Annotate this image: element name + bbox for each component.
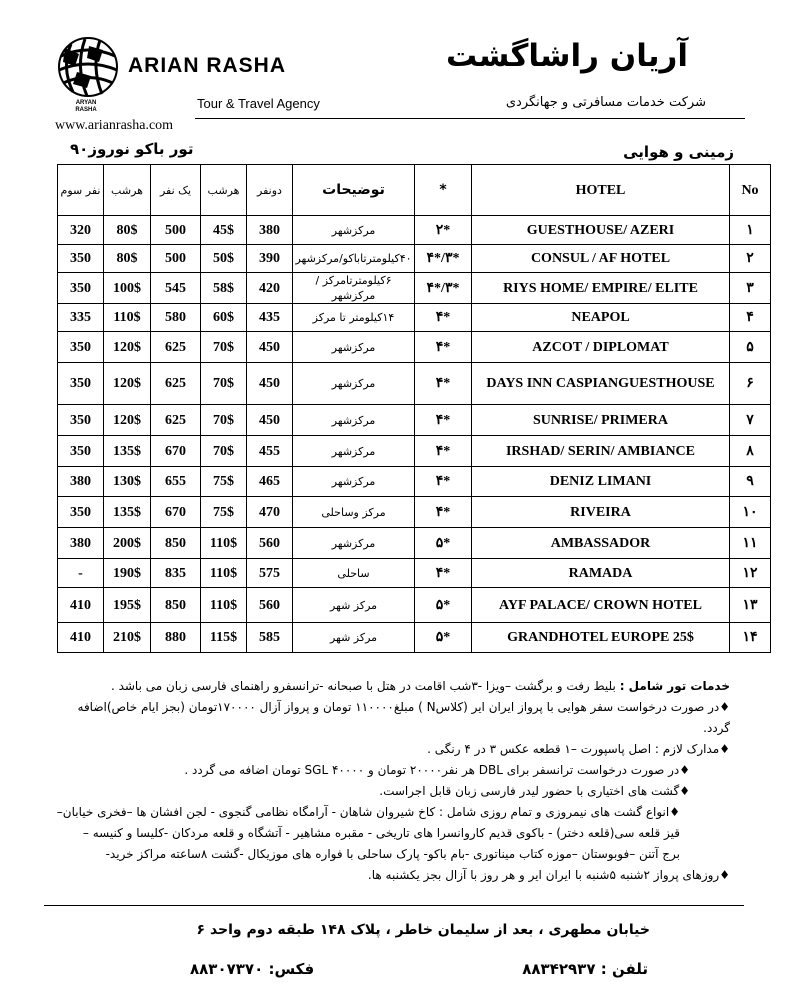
cell-extra-night-single: 80$ <box>104 245 151 273</box>
cell-stars: ۲* <box>415 216 472 245</box>
cell-extra-night-double: 75$ <box>201 497 247 528</box>
cell-double: 450 <box>247 363 293 405</box>
cell-number: ۸ <box>730 436 771 467</box>
cell-extra-night-double: 70$ <box>201 363 247 405</box>
tour-title: تور باکو نوروز۹۰ <box>70 140 194 158</box>
cell-stars: ۴* <box>415 467 472 497</box>
cell-stars: ۴*/۳* <box>415 273 472 304</box>
header-hotel: HOTEL <box>472 165 730 216</box>
cell-double: 560 <box>247 528 293 559</box>
header-double: دونفر <box>247 165 293 216</box>
header-extra-night-single: هرشب <box>104 165 151 216</box>
cell-third-person: 350 <box>58 273 104 304</box>
cell-extra-night-double: 70$ <box>201 332 247 363</box>
cell-double: 575 <box>247 559 293 588</box>
cell-description: مرکز شهر <box>293 623 415 653</box>
cell-double: 380 <box>247 216 293 245</box>
cell-hotel: GUESTHOUSE/ AZERI <box>472 216 730 245</box>
agency-tagline: Tour & Travel Agency <box>197 96 320 111</box>
cell-hotel: GRANDHOTEL EUROPE 25$ <box>472 623 730 653</box>
cell-extra-night-single: 135$ <box>104 436 151 467</box>
services-line: ♦در صورت درخواست ترانسفر برای DBL هر نفر۲۰۰۰۰ تومان و SGL ۴۰۰۰۰ تومان اضافه می گردد . <box>184 763 690 777</box>
cell-extra-night-single: 200$ <box>104 528 151 559</box>
cell-number: ۱ <box>730 216 771 245</box>
cell-stars: ۴* <box>415 559 472 588</box>
cell-extra-night-double: 60$ <box>201 304 247 332</box>
tour-type: زمینی و هوایی <box>623 143 734 161</box>
phone-number: تلفن : ۸۸۳۴۲۹۳۷ <box>522 960 648 978</box>
cell-number: ۳ <box>730 273 771 304</box>
cell-stars: ۴* <box>415 363 472 405</box>
cell-double: 435 <box>247 304 293 332</box>
cell-stars: ۵* <box>415 623 472 653</box>
cell-third-person: 410 <box>58 623 104 653</box>
cell-extra-night-double: 75$ <box>201 467 247 497</box>
cell-extra-night-double: 115$ <box>201 623 247 653</box>
cell-number: ۷ <box>730 405 771 436</box>
cell-hotel: IRSHAD/ SERIN/ AMBIANCE <box>472 436 730 467</box>
cell-number: ۲ <box>730 245 771 273</box>
table-row <box>58 363 771 405</box>
cell-extra-night-single: 190$ <box>104 559 151 588</box>
table-row <box>58 497 771 528</box>
cell-third-person: 335 <box>58 304 104 332</box>
services-line: برج آتنن –فوبوستان –موزه کتاب میناتوری -بام باکو- پارک ساحلی با فواره های موزیکال -گشت ۸ساعته مراکز خرید- <box>105 847 680 861</box>
header-single: یک نفر <box>151 165 201 216</box>
cell-third-person: 380 <box>58 467 104 497</box>
cell-single: 880 <box>151 623 201 653</box>
services-line: خدمات تور شامل : بلیط رفت و برگشت –ویزا -۳شب اقامت در هتل با صبحانه -ترانسفرو راهنمای فارسی زبان می باشد . <box>110 679 730 693</box>
table-row <box>58 436 771 467</box>
table-row <box>58 623 771 653</box>
table-row <box>58 273 771 304</box>
cell-description: مرکزشهر <box>293 405 415 436</box>
cell-third-person: - <box>58 559 104 588</box>
cell-number: ۱۳ <box>730 588 771 623</box>
cell-extra-night-single: 135$ <box>104 497 151 528</box>
cell-description: ۱۴کیلومتر تا مرکز <box>293 304 415 332</box>
cell-hotel: AMBASSADOR <box>472 528 730 559</box>
cell-number: ۶ <box>730 363 771 405</box>
cell-third-person: 350 <box>58 497 104 528</box>
cell-description: مرکزشهر <box>293 528 415 559</box>
services-line: ♦گشت های اختیاری با حضور لیدر فارسی زبان قابل اجراست. <box>379 784 690 798</box>
cell-extra-night-single: 195$ <box>104 588 151 623</box>
cell-double: 455 <box>247 436 293 467</box>
cell-double: 450 <box>247 332 293 363</box>
cell-single: 625 <box>151 363 201 405</box>
cell-third-person: 350 <box>58 436 104 467</box>
cell-number: ۱۱ <box>730 528 771 559</box>
globe-logo-icon <box>55 36 121 98</box>
cell-extra-night-double: 45$ <box>201 216 247 245</box>
cell-stars: ۴* <box>415 332 472 363</box>
cell-extra-night-single: 120$ <box>104 405 151 436</box>
hotel-rates-table <box>57 164 771 653</box>
cell-single: 580 <box>151 304 201 332</box>
table-header-row <box>58 165 771 216</box>
cell-third-person: 350 <box>58 245 104 273</box>
cell-single: 850 <box>151 528 201 559</box>
table-row <box>58 332 771 363</box>
cell-third-person: 350 <box>58 332 104 363</box>
cell-third-person: 380 <box>58 528 104 559</box>
cell-hotel: RIVEIRA <box>472 497 730 528</box>
services-label: خدمات تور شامل : <box>619 679 730 693</box>
cell-hotel: DENIZ LIMANI <box>472 467 730 497</box>
cell-stars: ۴* <box>415 304 472 332</box>
cell-single: 850 <box>151 588 201 623</box>
cell-description: مرکزشهر <box>293 216 415 245</box>
header-number: No <box>730 165 771 216</box>
cell-extra-night-double: 110$ <box>201 559 247 588</box>
cell-single: 670 <box>151 436 201 467</box>
services-line: ♦در صورت درخواست سفر هوایی با پرواز ایران ایر (کلاسN ) مبلغ۱۱۰۰۰۰ تومان و پرواز آزال ۱۷۰۰۰۰تومان (بجز ایام خاص)اضافه گردد. <box>77 700 730 735</box>
cell-single: 500 <box>151 245 201 273</box>
table-row <box>58 559 771 588</box>
cell-third-person: 350 <box>58 405 104 436</box>
header-stars: * <box>415 165 472 216</box>
cell-number: ۹ <box>730 467 771 497</box>
services-line: ♦روزهای پرواز ۲شنبه ۵شنبه با ایران ایر و هر روز با آزال بجز یکشنبه ها. <box>367 868 730 882</box>
cell-hotel: RAMADA <box>472 559 730 588</box>
cell-third-person: 410 <box>58 588 104 623</box>
cell-extra-night-double: 58$ <box>201 273 247 304</box>
cell-third-person: 320 <box>58 216 104 245</box>
header-divider <box>195 118 745 119</box>
cell-stars: ۵* <box>415 588 472 623</box>
cell-description: مرکزشهر <box>293 363 415 405</box>
cell-description: مرکز وساحلی <box>293 497 415 528</box>
cell-stars: ۴* <box>415 497 472 528</box>
cell-number: ۵ <box>730 332 771 363</box>
cell-double: 465 <box>247 467 293 497</box>
footer-divider <box>44 905 744 906</box>
cell-extra-night-single: 120$ <box>104 363 151 405</box>
cell-single: 625 <box>151 332 201 363</box>
cell-hotel: RIYS HOME/ EMPIRE/ ELITE <box>472 273 730 304</box>
cell-number: ۴ <box>730 304 771 332</box>
services-line: ♦انواع گشت های نیمروزی و تمام روزی شامل : کاخ شیروان شاهان - آرامگاه نظامی گنجوی - لجن افشان ها –فخری خیابان– <box>56 805 680 819</box>
office-address: خیابان مطهری ، بعد از سلیمان خاطر ، پلاک ۱۴۸ طبقه دوم واحد ۶ <box>196 922 650 938</box>
cell-double: 420 <box>247 273 293 304</box>
cell-double: 470 <box>247 497 293 528</box>
cell-extra-night-double: 50$ <box>201 245 247 273</box>
table-row <box>58 216 771 245</box>
brand-name-small: ARYAN RASHA <box>75 100 97 113</box>
cell-description: مرکزشهر <box>293 436 415 467</box>
fax-number: فکس: ۸۸۳۰۷۳۷۰ <box>190 960 315 978</box>
header-description: توضیحات <box>293 165 415 216</box>
cell-stars: ۵* <box>415 528 472 559</box>
cell-extra-night-double: 70$ <box>201 405 247 436</box>
cell-extra-night-double: 70$ <box>201 436 247 467</box>
cell-hotel: AZCOT / DIPLOMAT <box>472 332 730 363</box>
cell-stars: ۴* <box>415 405 472 436</box>
cell-double: 585 <box>247 623 293 653</box>
header-extra-night-double: هرشب <box>201 165 247 216</box>
cell-single: 835 <box>151 559 201 588</box>
cell-description: مرکزشهر <box>293 332 415 363</box>
cell-number: ۱۲ <box>730 559 771 588</box>
header-third-person: نفر سوم <box>58 165 104 216</box>
cell-number: ۱۴ <box>730 623 771 653</box>
table-row <box>58 467 771 497</box>
cell-single: 625 <box>151 405 201 436</box>
brand-subtitle-fa: شرکت خدمات مسافرتی و جهانگردی <box>505 95 706 110</box>
services-line: قیز قلعه سی(قلعه دختر) - باکوی قدیم کاروانسرا های تاریخی - مقبره مشاهیر - آتشگاه و قلعه مردکان -کلیسا و کنیسه – <box>82 826 680 840</box>
cell-double: 560 <box>247 588 293 623</box>
table-row <box>58 245 771 273</box>
cell-single: 655 <box>151 467 201 497</box>
cell-stars: ۴* <box>415 436 472 467</box>
tour-services-notes <box>50 676 730 886</box>
cell-extra-night-single: 210$ <box>104 623 151 653</box>
cell-hotel: AYF PALACE/ CROWN HOTEL <box>472 588 730 623</box>
table-row <box>58 304 771 332</box>
cell-hotel: NEAPOL <box>472 304 730 332</box>
cell-third-person: 350 <box>58 363 104 405</box>
services-line: ♦مدارک لازم : اصل پاسپورت –۱ قطعه عکس ۳ در ۴ رنگی . <box>427 742 730 756</box>
cell-hotel: SUNRISE/ PRIMERA <box>472 405 730 436</box>
table-row <box>58 405 771 436</box>
table-row <box>58 528 771 559</box>
cell-single: 670 <box>151 497 201 528</box>
cell-description: مرکزشهر <box>293 467 415 497</box>
cell-extra-night-single: 120$ <box>104 332 151 363</box>
cell-description: ساحلی <box>293 559 415 588</box>
cell-extra-night-single: 80$ <box>104 216 151 245</box>
website-link[interactable]: www.arianrasha.com <box>55 118 174 133</box>
brand-name-fa: آریان راشاگشت <box>446 38 688 74</box>
cell-single: 500 <box>151 216 201 245</box>
cell-single: 545 <box>151 273 201 304</box>
brand-name-en: ARIAN RASHA <box>128 54 286 77</box>
cell-hotel: CONSUL / AF HOTEL <box>472 245 730 273</box>
cell-description: مرکز شهر <box>293 588 415 623</box>
cell-extra-night-single: 100$ <box>104 273 151 304</box>
cell-extra-night-double: 110$ <box>201 588 247 623</box>
cell-number: ۱۰ <box>730 497 771 528</box>
table-row <box>58 588 771 623</box>
cell-stars: ۴*/۳* <box>415 245 472 273</box>
cell-double: 390 <box>247 245 293 273</box>
cell-description: ۴۰کیلومترتاباکو/مرکزشهر <box>293 245 415 273</box>
cell-extra-night-double: 110$ <box>201 528 247 559</box>
cell-hotel: DAYS INN CASPIANGUESTHOUSE <box>472 363 730 405</box>
cell-extra-night-single: 110$ <box>104 304 151 332</box>
cell-double: 450 <box>247 405 293 436</box>
cell-extra-night-single: 130$ <box>104 467 151 497</box>
cell-description: ۶کیلومترتامرکز / مرکزشهر <box>293 273 415 304</box>
